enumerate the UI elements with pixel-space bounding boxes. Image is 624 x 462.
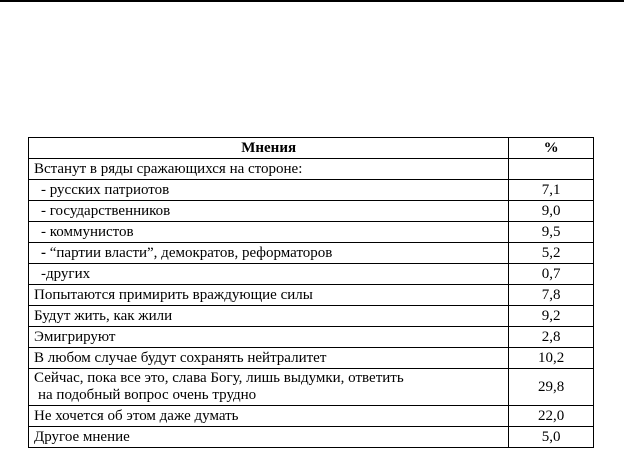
row-value: 5,2: [509, 243, 594, 264]
row-value: 10,2: [509, 348, 594, 369]
table-row: [29, 201, 594, 222]
row-label: Другое мнение: [29, 427, 509, 448]
row-label: Будут жить, как жили: [29, 306, 509, 327]
table-row: [29, 243, 594, 264]
top-rule: [0, 0, 624, 2]
row-label: [29, 369, 509, 406]
row-value: 7,1: [509, 180, 594, 201]
row-value: 9,2: [509, 306, 594, 327]
header-opinions: Мнения: [29, 138, 509, 159]
row-value: 9,0: [509, 201, 594, 222]
table-row: [29, 306, 594, 327]
table-row: [29, 222, 594, 243]
table-row: [29, 180, 594, 201]
row-label-text: “партии власти”, демократов, реформаторов: [46, 244, 333, 261]
table-row: [29, 406, 594, 427]
row-value: 9,5: [509, 222, 594, 243]
table-row: [29, 369, 594, 406]
table-header-row: [29, 138, 594, 159]
row-value: [509, 159, 594, 180]
header-percent: %: [509, 138, 594, 159]
row-value: 5,0: [509, 427, 594, 448]
row-value: 22,0: [509, 406, 594, 427]
row-label: Не хочется об этом даже думать: [29, 406, 509, 427]
row-value: 0,7: [509, 264, 594, 285]
row-label: Встанут в ряды сражающихся на стороне:: [29, 159, 509, 180]
row-label: Попытаются примирить враждующие силы: [29, 285, 509, 306]
row-label: - коммунистов: [29, 222, 509, 243]
table-row: [29, 348, 594, 369]
table-row: [29, 159, 594, 180]
row-value: 2,8: [509, 327, 594, 348]
row-label: Эмигрируют: [29, 327, 509, 348]
row-label: В любом случае будут сохранять нейтралитет: [29, 348, 509, 369]
row-label: - государственников: [29, 201, 509, 222]
table-row: [29, 427, 594, 448]
row-label-line2: на подобный вопрос очень трудно: [38, 387, 257, 403]
opinions-table: [28, 137, 594, 448]
row-label-line1: Сейчас, пока все это, слава Богу, лишь выдумки, ответить: [34, 370, 404, 386]
row-value: 29,8: [509, 369, 594, 406]
row-label: -других: [29, 264, 509, 285]
table-row: [29, 264, 594, 285]
row-value: 7,8: [509, 285, 594, 306]
table-row: [29, 327, 594, 348]
table-row: [29, 285, 594, 306]
row-label-dash: -: [41, 244, 46, 261]
row-label: - русских патриотов: [29, 180, 509, 201]
row-label: [29, 243, 509, 264]
